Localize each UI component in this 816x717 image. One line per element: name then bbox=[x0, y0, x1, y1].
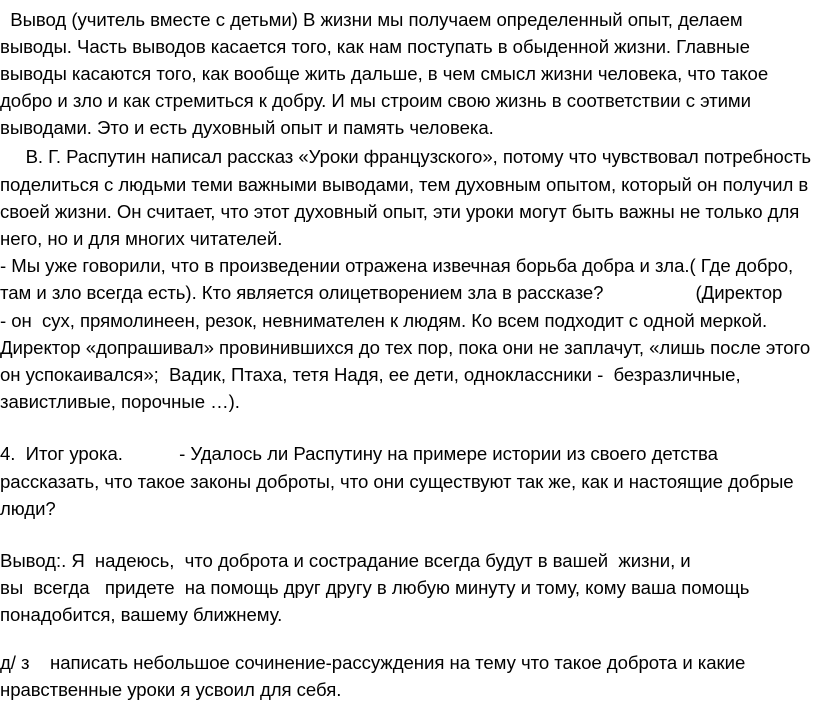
text-line: поделиться с людьми теми важными выводами, тем духовным опытом, который он получил в bbox=[0, 174, 809, 195]
text-line: Вывод:. Я надеюсь, что доброта и сострадание всегда будут в вашей жизни, и bbox=[0, 550, 691, 571]
text-line: 4. Итог урока. - Удалось ли Распутину на примере истории из своего детства bbox=[0, 443, 718, 464]
text-line: - Мы уже говорили, что в произведении отражена извечная борьба добра и зла.( Где добро, bbox=[0, 255, 794, 276]
text-line: Директор «допрашивал» провинившихся до тех пор, пока они не заплачут, «лишь после этого bbox=[0, 337, 811, 358]
text-line: он успокаивался»; Вадик, Птаха, тетя Надя, ее дети, одноклассники - безразличные, bbox=[0, 364, 741, 385]
text-line: добро и зло и как стремиться к добру. И мы строим свою жизнь в соответствии с этими bbox=[0, 90, 751, 111]
text-line: Вывод (учитель вместе с детьми) В жизни мы получаем определенный опыт, делаем bbox=[0, 9, 743, 30]
text-line: него, но и для многих читателей. bbox=[0, 228, 283, 249]
text-line: д/ з написать небольшое сочинение-рассуждения на тему что такое доброта и какие bbox=[0, 652, 746, 673]
text-line: выводы касаются того, как вообще жить дальше, в чем смысл жизни человека, что такое bbox=[0, 63, 769, 84]
text-line: - он сух, прямолинеен, резок, невнимателен к людям. Ко всем подходит с одной меркой. bbox=[0, 310, 768, 331]
text-line: нравственные уроки я усвоил для себя. bbox=[0, 679, 342, 700]
text-line: вы всегда придете на помощь друг другу в любую минуту и тому, кому ваша помощь bbox=[0, 577, 750, 598]
text-line: В. Г. Распутин написал рассказ «Уроки французского», потому что чувствовал потребность bbox=[0, 146, 812, 167]
text-line: понадобится, вашему ближнему. bbox=[0, 604, 283, 625]
text-line: своей жизни. Он считает, что этот духовный опыт, эти уроки могут быть важны не только для bbox=[0, 201, 800, 222]
text-line: выводы. Часть выводов касается того, как нам поступать в обыденной жизни. Главные bbox=[0, 36, 750, 57]
text-line: выводами. Это и есть духовный опыт и память человека. bbox=[0, 117, 494, 138]
text-line: там и зло всегда есть). Кто является олицетворением зла в рассказе? (Директор bbox=[0, 282, 783, 303]
text-line: завистливые, порочные …). bbox=[0, 391, 240, 412]
text-line: люди? bbox=[0, 498, 56, 519]
text-line: рассказать, что такое законы доброты, что они существуют так же, как и настоящие добрые bbox=[0, 471, 794, 492]
